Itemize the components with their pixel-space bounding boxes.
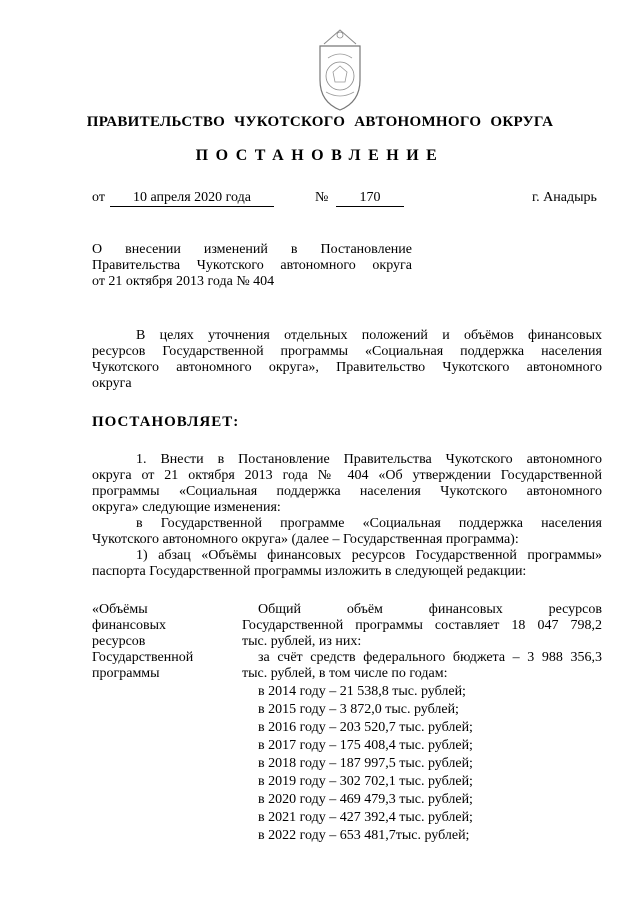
year-line: в 2014 году – 21 538,8 тыс. рублей; xyxy=(258,684,466,699)
preamble-line: В целях уточнения отдельных положений и объёмов финансовых xyxy=(136,328,602,343)
body-line: 1. Внести в Постановление Правительства Чукотского автономного xyxy=(136,452,602,467)
coat-of-arms-icon xyxy=(300,22,380,112)
body-line: паспорта Государственной программы изложить в следующей редакции: xyxy=(92,564,527,579)
year-line: в 2022 году – 653 481,7тыс. рублей; xyxy=(258,828,470,843)
table-right-line: Общий объём финансовых ресурсов xyxy=(258,602,602,617)
organization-name: ПРАВИТЕЛЬСТВО ЧУКОТСКОГО АВТОНОМНОГО ОКРУГА xyxy=(86,114,554,130)
year-line: в 2017 году – 175 408,4 тыс. рублей; xyxy=(258,738,473,753)
decree-word: ПОСТАНОВЛЯЕТ: xyxy=(92,414,240,430)
table-right-line: за счёт средств федерального бюджета – 3 988 356,3 xyxy=(258,650,602,665)
body-line: Чукотского автономного округа» (далее – Государственная программа): xyxy=(92,532,519,547)
year-line: в 2016 году – 203 520,7 тыс. рублей; xyxy=(258,720,473,735)
body-line: 1) абзац «Объёмы финансовых ресурсов Государственной программы» xyxy=(136,548,602,563)
subject-line: О внесении изменений в Постановление xyxy=(92,242,412,257)
body-line: округа» следующие изменения: xyxy=(92,500,281,515)
year-line: в 2019 году – 302 702,1 тыс. рублей; xyxy=(258,774,473,789)
year-line: в 2015 году – 3 872,0 тыс. рублей; xyxy=(258,702,459,717)
city: г. Анадырь xyxy=(532,190,597,205)
preamble-line: округа xyxy=(92,376,132,391)
table-right-line: тыс. рублей, в том числе по годам: xyxy=(242,666,448,681)
table-left-line: ресурсов xyxy=(92,634,146,649)
table-left-line: программы xyxy=(92,666,160,681)
table-left-line: Государственной xyxy=(92,650,194,665)
table-right-line: Государственной программы составляет 18 047 798,2 xyxy=(242,618,602,633)
subject-line: Правительства Чукотского автономного округа xyxy=(92,258,412,273)
document-number: 170 xyxy=(336,190,404,207)
date-prefix: от xyxy=(92,190,105,205)
body-line: в Государственной программе «Социальная поддержка населения xyxy=(136,516,602,531)
body-line: округа от 21 октября 2013 года № 404 «Об утверждении Государственной xyxy=(92,468,602,483)
body-line: программы «Социальная поддержка населения Чукотского автономного xyxy=(92,484,602,499)
table-left-line: финансовых xyxy=(92,618,166,633)
year-line: в 2020 году – 469 479,3 тыс. рублей; xyxy=(258,792,473,807)
table-right-line: тыс. рублей, из них: xyxy=(242,634,362,649)
preamble-line: Чукотского автономного округа», Правительство Чукотского автономного xyxy=(92,360,602,375)
document-type: ПОСТАНОВЛЕНИЕ xyxy=(195,147,445,164)
table-left-line: «Объёмы xyxy=(92,602,148,617)
year-line: в 2021 году – 427 392,4 тыс. рублей; xyxy=(258,810,473,825)
subject-line: от 21 октября 2013 года № 404 xyxy=(92,274,275,289)
preamble-line: ресурсов Государственной программы «Социальная поддержка населения xyxy=(92,344,602,359)
year-line: в 2018 году – 187 997,5 тыс. рублей; xyxy=(258,756,473,771)
document-date: 10 апреля 2020 года xyxy=(110,190,274,207)
number-sign: № xyxy=(315,190,329,205)
